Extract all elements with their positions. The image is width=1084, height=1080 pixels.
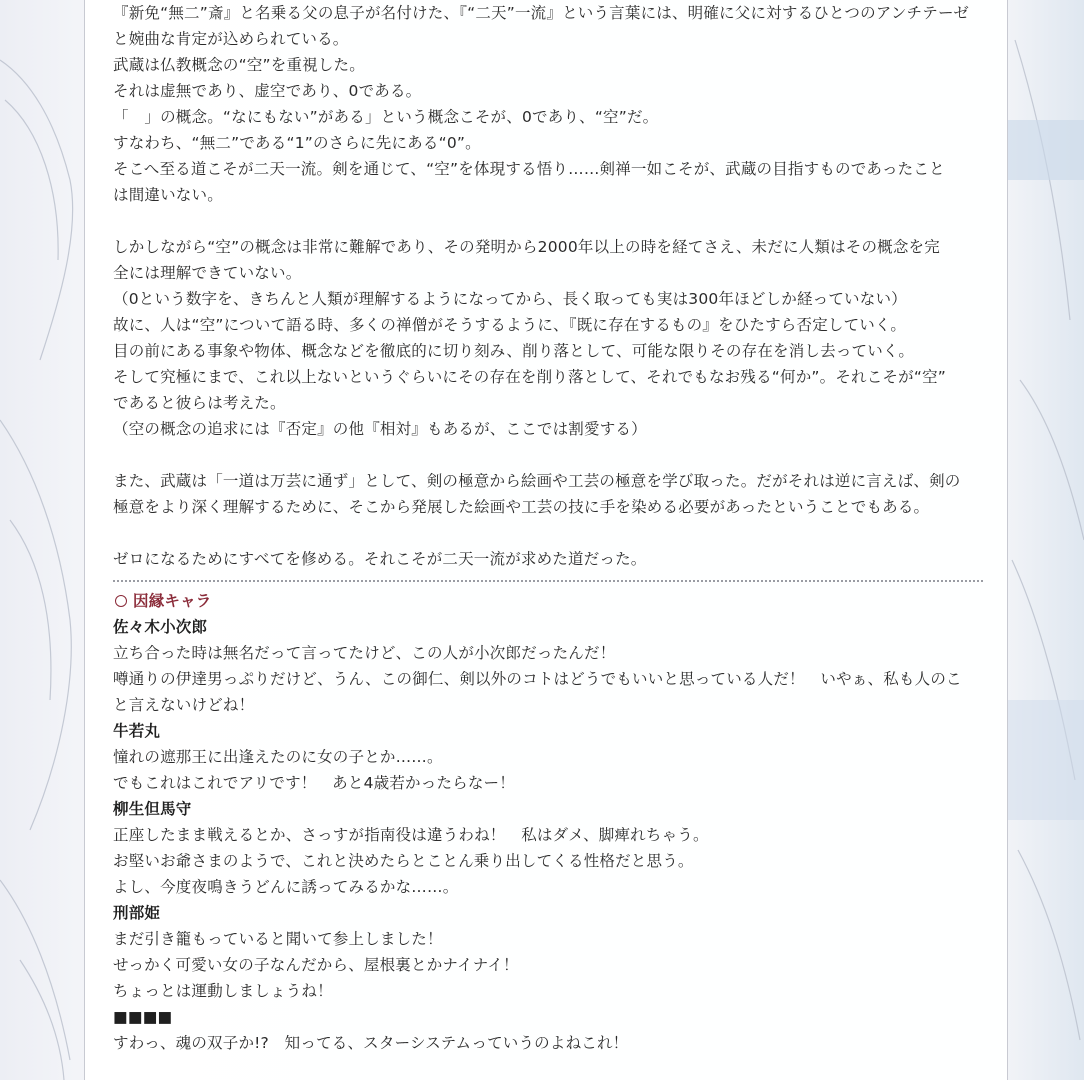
character-comment-line: まだ引き籠もっていると聞いて参上しました！ [113,930,443,948]
article-line: （0という数字を、きちんと人類が理解するようになってから、長く取っても実は300年ほどしか経っていない） [113,290,907,308]
paragraph-gap [113,520,985,546]
character-comment-line: 噂通りの伊達男っぷりだけど、うん、この御仁、剣以外のコトはどうでもいいと思っている人だ！ いやぁ、私も人のこ [113,670,962,688]
character-comment-line: 憧れの遮那王に出逢えたのに女の子とか……。 [113,748,443,766]
character-name: 佐々木小次郎 [113,618,208,636]
character-comment-line: 正座したまま戦えるとか、さっすが指南役は違うわね！ 私はダメ、脚痺れちゃう。 [113,826,709,844]
article-line: であると彼らは考えた。 [113,394,286,412]
article-line: 極意をより深く理解するために、そこから発展した絵画や工芸の技に手を染める必要があったということでもある。 [113,498,930,516]
article-line: 『新免“無二”斎』と名乗る父の息子が名付けた、『“二天”一流』という言葉には、明確に父に対するひとつのアンチテーゼ [113,4,970,22]
article-line: （空の概念の追求には『否定』の他『相対』もあるが、ここでは割愛する） [113,420,647,438]
character-comment-line: お堅いお爺さまのようで、これと決めたらとことん乗り出してくる性格だと思う。 [113,852,694,870]
character-entry [113,1004,985,1056]
article-line: それは虚無であり、虚空であり、0である。 [113,82,422,100]
dotted-separator [113,580,983,582]
article-line: 故に、人は“空”について語る時、多くの禅僧がそうするように、『既に存在するもの』をひたすら否定していく。 [113,316,907,334]
paragraph-gap [113,442,985,468]
article-line: また、武蔵は「一道は万芸に通ず」として、剣の極意から絵画や工芸の極意を学び取った。だがそれは逆に言えば、剣の [113,472,961,490]
article-line: 武蔵は仏教概念の“空”を重視した。 [113,56,365,74]
character-name: 牛若丸 [113,722,161,740]
article-line: しかしながら“空”の概念は非常に難解であり、その発明から2000年以上の時を経てさえ、未だに人類はその概念を完 [113,238,940,256]
article-line: ゼロになるためにすべてを修める。それこそが二天一流が求めた道だった。 [113,550,647,568]
article-content [113,0,985,1056]
character-name: ■■■■ [113,1008,173,1026]
article-line: すなわち、“無二”である“1”のさらに先にある“0”。 [113,134,481,152]
circle-bullet-icon [115,595,127,607]
character-comment-line: 立ち合った時は無名だって言ってたけど、この人が小次郎だったんだ！ [113,644,616,662]
character-comment-line: よし、今度夜鳴きうどんに誘ってみるかな……。 [113,878,459,896]
character-name: 刑部姫 [113,904,161,922]
article-line: 全には理解できていない。 [113,264,302,282]
article-line: 目の前にある事象や物体、概念などを徹底的に切り刻み、削り落として、可能な限りその存在を消し去っていく。 [113,342,915,360]
character-comment-line: でもこれはこれでアリです！ あと4歳若かったらなー！ [113,774,515,792]
relations-section-header [113,588,985,614]
character-comment-line: と言えないけどね！ [113,696,255,714]
character-comment-line: ちょっとは運動しましょうね！ [113,982,333,1000]
character-comment-line: すわっ、魂の双子か!? 知ってる、スターシステムっていうのよねこれ！ [113,1034,629,1052]
character-entry [113,718,985,796]
character-entry [113,900,985,1004]
article-line: と婉曲な肯定が込められている。 [113,30,349,48]
paragraph-gap [113,208,985,234]
relations-header-label: 因縁キャラ [133,592,212,610]
character-comment-line: せっかく可愛い女の子なんだから、屋根裏とかナイナイ！ [113,956,519,974]
article-line: そして究極にまで、これ以上ないというぐらいにその存在を削り落として、それでもなお残る“何か”。それこそが“空” [113,368,947,386]
article-panel [84,0,1008,1080]
article-line: は間違いない。 [113,186,223,204]
character-entry [113,796,985,900]
article-line: 「 」の概念。“なにもない”がある」という概念こそが、0であり、“空”だ。 [113,108,659,126]
character-name: 柳生但馬守 [113,800,192,818]
article-line: そこへ至る道こそが二天一流。剣を通じて、“空”を体現する悟り……剣禅一如こそが、武蔵の目指すものであったこと [113,160,945,178]
character-entry [113,614,985,718]
